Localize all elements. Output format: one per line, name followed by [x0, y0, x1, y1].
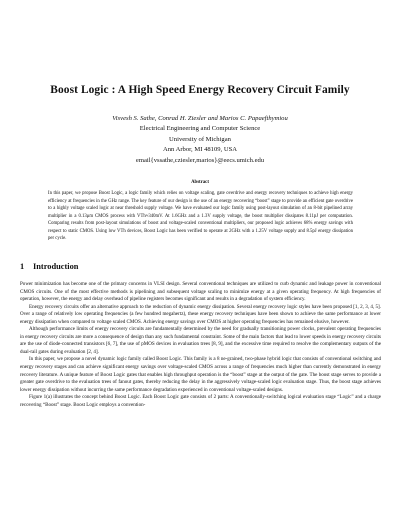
author-block — [0, 114, 400, 166]
section-body — [20, 281, 381, 409]
section-title: Introduction — [33, 262, 79, 271]
paragraph: Energy recovery circuits offer an alternative approach to the reduction of dynamic energy dissipation. Several energy recovery logic styles have been proposed [1, 2, 3, 4, 5]. Over a range of relatively low operating frequencies (a few hundred megahertz), these energy recovery techniques have been shown to achieve the same performance at lower energy dissipation when compared to voltage scaled CMOS. Achieving energy savings over CMOS at higher operating frequencies has remained elusive, however. — [20, 303, 381, 325]
department: Electrical Engineering and Computer Science — [139, 125, 261, 133]
address: Ann Arbor, MI 48109, USA — [162, 146, 238, 154]
paper-title: Boost Logic : A High Speed Energy Recovery Circuit Family — [50, 84, 350, 96]
university: University of Michigan — [169, 135, 231, 143]
abstract-text: In this paper, we propose Boost Logic, a logic family which relies on voltage scaling, gate overdrive and energy recovery techniques to achieve high energy efficiency at frequencies in the GHz range. The key feature of our design is the use of an energy recovering “boost” stage to provide an efficient gate overdrive to a highly voltage scaled logic at near threshold supply voltage. We have evaluated our logic family using post-layout simulation of an 8-bit pipelined array multiplier in a 0.13μm CMOS process with VTh≈340mV. At 1.6GHz and a 1.3V supply voltage, the boost multiplier dissipates 8.11pJ per computation. Comparing results from post-layout simulations of boost and voltage-scaled conventional multipliers, our proposed logic achieves 68% energy savings with respect to static CMOS. Using low VTh devices, Boost Logic has been verified to operate at 2GHz with a 1.25V voltage supply and 8.5pJ energy dissipation per cycle. — [48, 191, 353, 242]
abstract-heading: Abstract — [191, 180, 209, 185]
paragraph: Power minimization has become one of the primary concerns in VLSI design. Several conventional techniques are utilized to curb dynamic and leakage power in conventional CMOS circuits. One of the most effective methods is pipelining and subsequent voltage scaling to minimize energy at a given operating frequency. At high frequencies of operation, however, the energy and delay overhead of pipeline registers becomes significant and results in a degradation of system efficiency. — [20, 281, 381, 303]
author-names: Visvesh S. Sathe, Conrad H. Ziesler and Marios C. Papaefthymiou — [112, 115, 288, 122]
paragraph: In this paper, we propose a novel dynamic logic family called Boost Logic. This family is a 8 ne-grained, two-phase hybrid logic that consists of conventional switching and energy recovery stages and can achieve significant energy savings over voltage-scaled CMOS across a range of frequencies much higher than currently demonstrated in energy recovery literature. A unique feature of Boost Logic gates that enables high throughput operation is the “boost” stage at the output of the gate. The boost stage serves to provide a greater gate overdrive to the evaluation trees of fanout gates, thereby reducing the delay in the aggressively voltage-scaled logic evaluation stage. Thus, the boost stage achieves lower energy dissipation without incurring the same performance degradation experienced in conventional voltage-scaled designs. — [20, 356, 381, 393]
paragraph: Although performance limits of energy recovery circuits are fundamentally determined by the need for gradually transitioning power clocks, prevalent operating frequencies in energy recovery circuits are more a consequence of design than any such fundamental constraint. Some of the main factors that lead to lower speeds in energy recovery circuits are the use of diode-connected transistors [6, 7], the use of pMOS devices in evaluation trees [8, 9], and the excessive time required to resolve the complementary outputs of the dual-rail gates during evaluation [2, 4]. — [20, 326, 381, 355]
section-heading — [20, 262, 78, 271]
paragraph: Figure 1(a) illustrates the concept behind Boost Logic. Each Boost Logic gate consists of 2 parts: A conventionally-switching logical evaluation stage “Logic” and a charge recovering “Boost” stage. Boost Logic employs a convention- — [20, 394, 381, 408]
email: email{vssathe,cziesler,marios}@eecs.umich.edu — [135, 156, 265, 164]
section-number: 1 — [20, 262, 25, 271]
